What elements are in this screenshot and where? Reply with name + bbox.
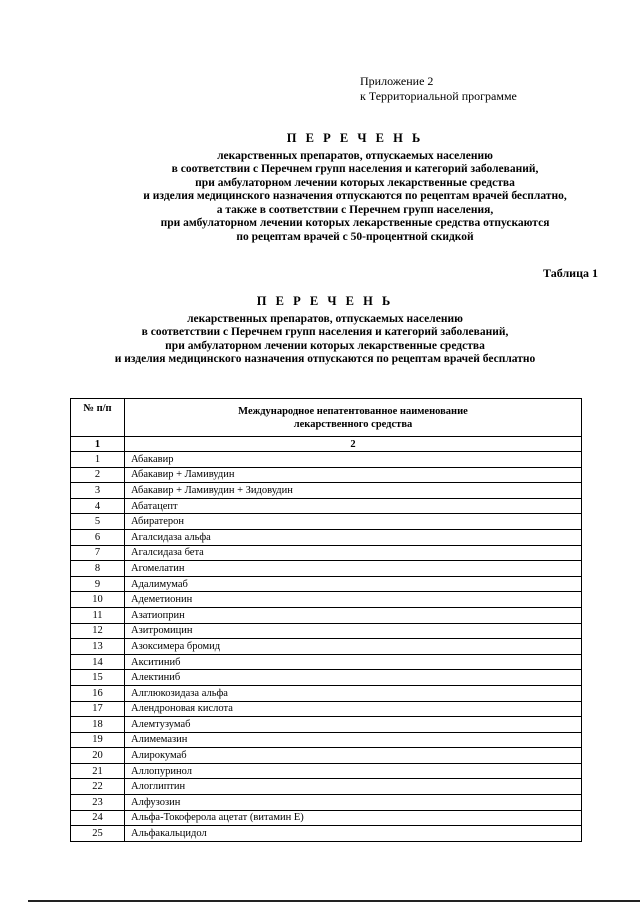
row-number: 5 [71, 514, 125, 530]
table-row [71, 467, 582, 483]
drug-name: Адеметионин [125, 592, 582, 608]
drug-name: Абакавир [125, 452, 582, 468]
table-label: Таблица 1 [543, 266, 598, 280]
drug-name: Альфакальцидол [125, 826, 582, 842]
drug-name: Азитромицин [125, 623, 582, 639]
header-name-line-1: Международное непатентованное наименование [238, 405, 468, 417]
drug-name: Акситиниб [125, 654, 582, 670]
heading-line: а также в соответствии с Перечнем групп населения, [216, 203, 494, 216]
drug-name: Алемтузумаб [125, 717, 582, 733]
drug-name: Агалсидаза альфа [125, 529, 582, 545]
table-row [71, 607, 582, 623]
list-heading-general [60, 132, 640, 244]
appendix-line-1: Приложение 2 [360, 74, 434, 88]
drug-name: Аллопуринол [125, 763, 582, 779]
table-row [71, 685, 582, 701]
row-number: 12 [71, 623, 125, 639]
row-number: 25 [71, 826, 125, 842]
row-number: 16 [71, 685, 125, 701]
row-number: 14 [71, 654, 125, 670]
table-header-row [71, 399, 582, 437]
header-number: № п/п [71, 399, 125, 437]
table-row [71, 498, 582, 514]
table-row [71, 810, 582, 826]
row-number: 2 [71, 467, 125, 483]
row-number: 6 [71, 529, 125, 545]
table-row [71, 779, 582, 795]
row-number: 4 [71, 498, 125, 514]
row-number: 21 [71, 763, 125, 779]
row-number: 17 [71, 701, 125, 717]
heading-line: и изделия медицинского назначения отпускаются по рецептам врачей бесплатно, [143, 190, 567, 202]
row-number: 3 [71, 483, 125, 499]
heading-line: при амбулаторном лечении которых лекарственные средства отпускаются [160, 217, 550, 229]
table-row [71, 514, 582, 530]
heading-line: лекарственных препаратов, отпускаемых населению [217, 149, 493, 162]
table-row [71, 561, 582, 577]
table-row [71, 639, 582, 655]
heading-line: лекарственных препаратов, отпускаемых населению [187, 312, 463, 325]
row-number: 9 [71, 576, 125, 592]
drug-list-table [70, 398, 582, 842]
drug-name: Алирокумаб [125, 748, 582, 764]
drug-name: Алоглиптин [125, 779, 582, 795]
drug-name: Абакавир + Ламивудин [125, 467, 582, 483]
drug-name: Альфа-Токоферола ацетат (витамин Е) [125, 810, 582, 826]
drug-name: Алимемазин [125, 732, 582, 748]
row-number: 23 [71, 795, 125, 811]
table-row [71, 732, 582, 748]
heading-line: при амбулаторном лечении которых лекарственные средства [165, 339, 485, 352]
heading-line: по рецептам врачей с 50-процентной скидкой [236, 230, 474, 243]
table-row [71, 623, 582, 639]
table-row [71, 795, 582, 811]
row-number: 1 [71, 452, 125, 468]
table-row [71, 826, 582, 842]
drug-name: Абатацепт [125, 498, 582, 514]
heading-line: в соответствии с Перечнем групп населения и категорий заболеваний, [141, 326, 509, 338]
row-number: 10 [71, 592, 125, 608]
page-bottom-rule [28, 900, 640, 902]
row-number: 15 [71, 670, 125, 686]
table-row [71, 701, 582, 717]
drug-name: Абакавир + Ламивудин + Зидовудин [125, 483, 582, 499]
drug-name: Агалсидаза бета [125, 545, 582, 561]
column-number-2: 2 [125, 437, 582, 452]
row-number: 24 [71, 810, 125, 826]
row-number: 11 [71, 607, 125, 623]
heading-line: при амбулаторном лечении которых лекарственные средства [195, 176, 515, 189]
row-number: 18 [71, 717, 125, 733]
heading-line: в соответствии с Перечнем групп населения и категорий заболеваний, [171, 163, 539, 175]
drug-name: Алфузозин [125, 795, 582, 811]
row-number: 8 [71, 561, 125, 577]
header-name-line-2: лекарственного средства [293, 418, 413, 430]
table-row [71, 483, 582, 499]
row-number: 19 [71, 732, 125, 748]
drug-name: Азатиоприн [125, 607, 582, 623]
row-number: 13 [71, 639, 125, 655]
table-row [71, 576, 582, 592]
table-row [71, 717, 582, 733]
drug-name: Алендроновая кислота [125, 701, 582, 717]
drug-name: Алглюкозидаза альфа [125, 685, 582, 701]
appendix-line-2: к Территориальной программе [360, 89, 517, 103]
table-row [71, 545, 582, 561]
table-body [71, 452, 582, 842]
table-row [71, 763, 582, 779]
list-heading-table1 [30, 295, 620, 367]
appendix-note [360, 74, 517, 104]
heading-title: П Е Р Е Ч Е Н Ь [286, 131, 424, 145]
row-number: 22 [71, 779, 125, 795]
column-number-row [71, 437, 582, 452]
column-number-1: 1 [71, 437, 125, 452]
table-row [71, 592, 582, 608]
drug-name: Алектиниб [125, 670, 582, 686]
drug-name: Азоксимера бромид [125, 639, 582, 655]
table-row [71, 529, 582, 545]
table-row [71, 654, 582, 670]
heading-title: П Е Р Е Ч Е Н Ь [256, 294, 394, 308]
table-row [71, 452, 582, 468]
row-number: 7 [71, 545, 125, 561]
drug-name: Адалимумаб [125, 576, 582, 592]
header-name [125, 399, 582, 437]
drug-name: Агомелатин [125, 561, 582, 577]
table-row [71, 748, 582, 764]
heading-line: и изделия медицинского назначения отпускаются по рецептам врачей бесплатно [114, 353, 536, 365]
row-number: 20 [71, 748, 125, 764]
table-row [71, 670, 582, 686]
drug-name: Абиратерон [125, 514, 582, 530]
